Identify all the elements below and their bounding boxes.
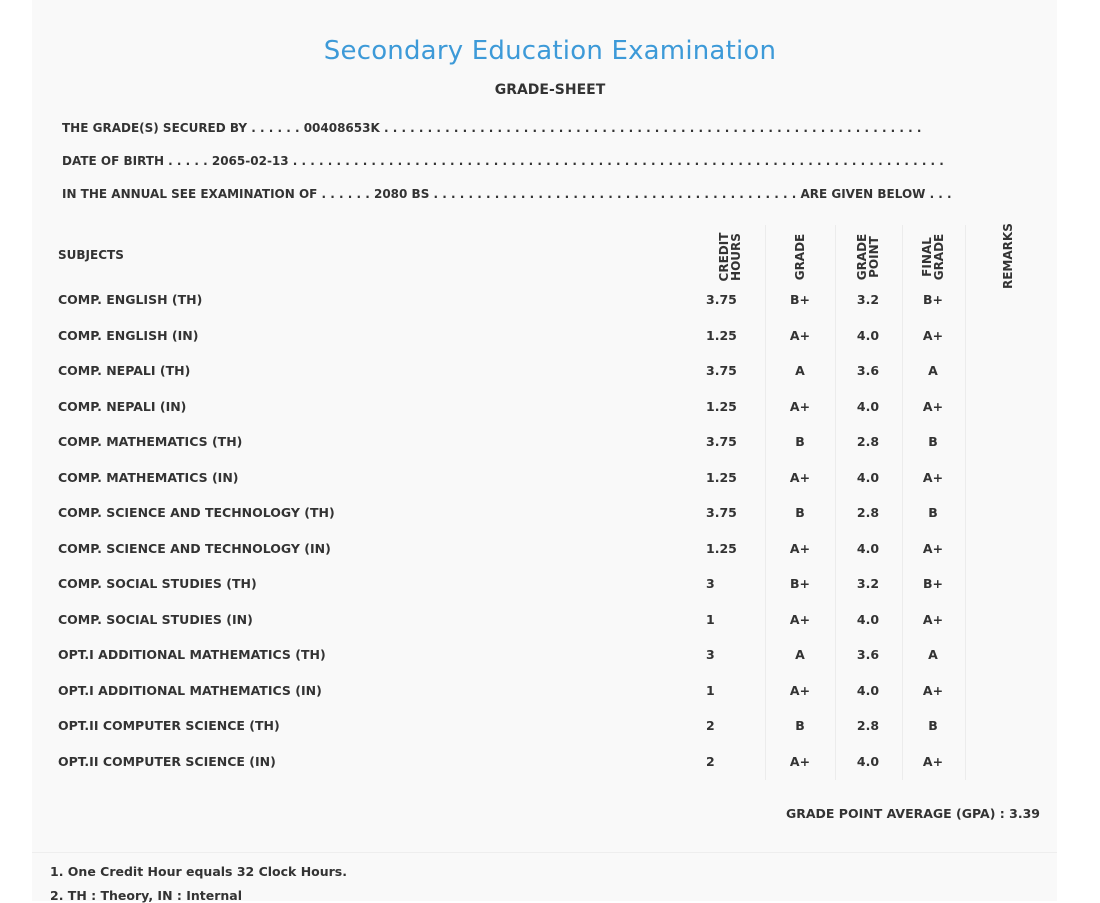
grade-point: 4.0 — [856, 327, 880, 343]
grade-point: 4.0 — [856, 469, 880, 485]
credit-hours: 1.25 — [706, 398, 737, 414]
final-grade: A — [928, 363, 938, 378]
grade-point: 2.8 — [856, 434, 880, 449]
final-grade: B — [928, 718, 938, 733]
credit-hours: 1.25 — [706, 540, 737, 556]
grade: A+ — [789, 540, 811, 556]
note: 1. One Credit Hour equals 32 Clock Hours. — [50, 864, 347, 879]
grade-point: 3.6 — [856, 363, 880, 378]
gpa — [786, 806, 1040, 821]
grade-point: 3.2 — [856, 292, 880, 307]
subject: COMP. SOCIAL STUDIES (IN) — [58, 611, 253, 627]
dob-label: DATE OF BIRTH — [62, 154, 164, 168]
table-row — [58, 754, 1048, 789]
subject: COMP. MATHEMATICS (TH) — [58, 434, 243, 449]
secured-by-label: THE GRADE(S) SECURED BY — [62, 121, 248, 135]
header-remarks: REMARKS — [1001, 223, 1015, 289]
final-grade: A+ — [922, 469, 944, 485]
credit-hours: 3.75 — [706, 363, 737, 378]
table-row — [58, 683, 1048, 718]
grade: B — [795, 505, 805, 520]
grade: A+ — [789, 398, 811, 414]
subject: COMP. ENGLISH (TH) — [58, 292, 203, 307]
credit-hours: 3 — [706, 647, 715, 662]
credit-hours: 1.25 — [706, 469, 737, 485]
grade: A — [795, 647, 805, 662]
table-row — [58, 470, 1048, 505]
subject: COMP. SCIENCE AND TECHNOLOGY (IN) — [58, 540, 331, 556]
grade-point: 4.0 — [856, 398, 880, 414]
final-grade: A+ — [922, 398, 944, 414]
header-grade-point: GRADE POINT — [855, 233, 881, 281]
credit-hours: 1 — [706, 682, 715, 698]
header-final-grade: FINAL GRADE — [920, 233, 946, 281]
final-grade: B — [928, 505, 938, 520]
grade-point: 4.0 — [856, 540, 880, 556]
final-grade: A+ — [922, 682, 944, 698]
table-row — [58, 328, 1048, 363]
final-grade: A+ — [922, 753, 944, 769]
grade-point: 2.8 — [856, 505, 880, 520]
subject: COMP. SCIENCE AND TECHNOLOGY (TH) — [58, 505, 335, 520]
subject: OPT.II COMPUTER SCIENCE (TH) — [58, 718, 280, 733]
subject: COMP. SOCIAL STUDIES (TH) — [58, 576, 257, 591]
dob-value: 2065-02-13 — [211, 154, 289, 168]
credit-hours: 3.75 — [706, 434, 737, 449]
grade: B+ — [789, 292, 810, 307]
table-row — [58, 292, 1048, 327]
grade-point: 4.0 — [856, 611, 880, 627]
grade: A+ — [789, 682, 811, 698]
dob-line: DATE OF BIRTH . . . . . 2065-02-13 . . . . . . . . . . . . . . . . . . . . . . . . . . . . . . . . . . . . . . . . . . . . . . . . . . . . . . . . . . . . . . . . . . . . . . . . . . . — [62, 154, 944, 168]
credit-hours: 1.25 — [706, 327, 737, 343]
grade-point: 3.6 — [856, 647, 880, 662]
page-title: Secondary Education Examination — [323, 36, 777, 66]
grade: A+ — [789, 753, 811, 769]
final-grade: B+ — [922, 576, 943, 591]
grade: B+ — [789, 576, 810, 591]
final-grade: B — [928, 434, 938, 449]
header-subjects: SUBJECTS — [58, 248, 124, 262]
table-row — [58, 363, 1048, 398]
note: 2. TH : Theory, IN : Internal — [50, 888, 243, 903]
credit-hours: 3.75 — [706, 505, 737, 520]
grade-point: 2.8 — [856, 718, 880, 733]
table-row — [58, 576, 1048, 611]
table-row — [58, 612, 1048, 647]
grade: A+ — [789, 611, 811, 627]
credit-hours: 2 — [706, 718, 715, 733]
page-subtitle: GRADE-SHEET — [494, 82, 606, 98]
table-row — [58, 434, 1048, 469]
final-grade: A+ — [922, 611, 944, 627]
exam-year: 2080 BS — [373, 187, 430, 201]
header-credit-hours: CREDIT HOURS — [717, 232, 743, 282]
exam-line: IN THE ANNUAL SEE EXAMINATION OF . . . . . . 2080 BS . . . . . . . . . . . . . . . . . . . . . . . . . . . . . . . . . . . . . . . . . . ARE GIVEN BELOW . . . — [62, 187, 952, 201]
credit-hours: 3.75 — [706, 292, 737, 307]
subject: OPT.I ADDITIONAL MATHEMATICS (IN) — [58, 682, 322, 698]
gpa-label: GRADE POINT AVERAGE (GPA) : — [785, 806, 1005, 821]
subject: COMP. NEPALI (IN) — [58, 398, 187, 414]
final-grade: A+ — [922, 540, 944, 556]
credit-hours: 2 — [706, 753, 715, 769]
table-row — [58, 505, 1048, 540]
grade-point: 4.0 — [856, 682, 880, 698]
divider — [32, 852, 1057, 853]
secured-by-line: THE GRADE(S) SECURED BY . . . . . . 00408653K . . . . . . . . . . . . . . . . . . . . . . . . . . . . . . . . . . . . . . . . . . . . . . . . . . . . . . . . . . . . . . — [62, 121, 922, 135]
table-row — [58, 647, 1048, 682]
subject: OPT.II COMPUTER SCIENCE (IN) — [58, 753, 276, 769]
subject: COMP. MATHEMATICS (IN) — [58, 469, 239, 485]
symbol-number: 00408653K — [303, 121, 380, 135]
grade-point: 3.2 — [856, 576, 880, 591]
credit-hours: 1 — [706, 611, 715, 627]
grade: B — [795, 718, 805, 733]
grade: A+ — [789, 469, 811, 485]
grade: A — [795, 363, 805, 378]
table-row — [58, 718, 1048, 753]
exam-suffix: ARE GIVEN BELOW . . . — [800, 187, 952, 201]
subject: COMP. NEPALI (TH) — [58, 363, 191, 378]
table-row — [58, 399, 1048, 434]
credit-hours: 3 — [706, 576, 715, 591]
exam-label: IN THE ANNUAL SEE EXAMINATION OF — [62, 187, 318, 201]
subject: OPT.I ADDITIONAL MATHEMATICS (TH) — [58, 647, 326, 662]
grade: A+ — [789, 327, 811, 343]
final-grade: A+ — [922, 327, 944, 343]
table-row — [58, 541, 1048, 576]
subject: COMP. ENGLISH (IN) — [58, 327, 199, 343]
header-grade: GRADE — [793, 233, 807, 281]
final-grade: A — [928, 647, 938, 662]
grade-point: 4.0 — [856, 753, 880, 769]
final-grade: B+ — [922, 292, 943, 307]
grade: B — [795, 434, 805, 449]
gpa-value: 3.39 — [1009, 806, 1040, 821]
